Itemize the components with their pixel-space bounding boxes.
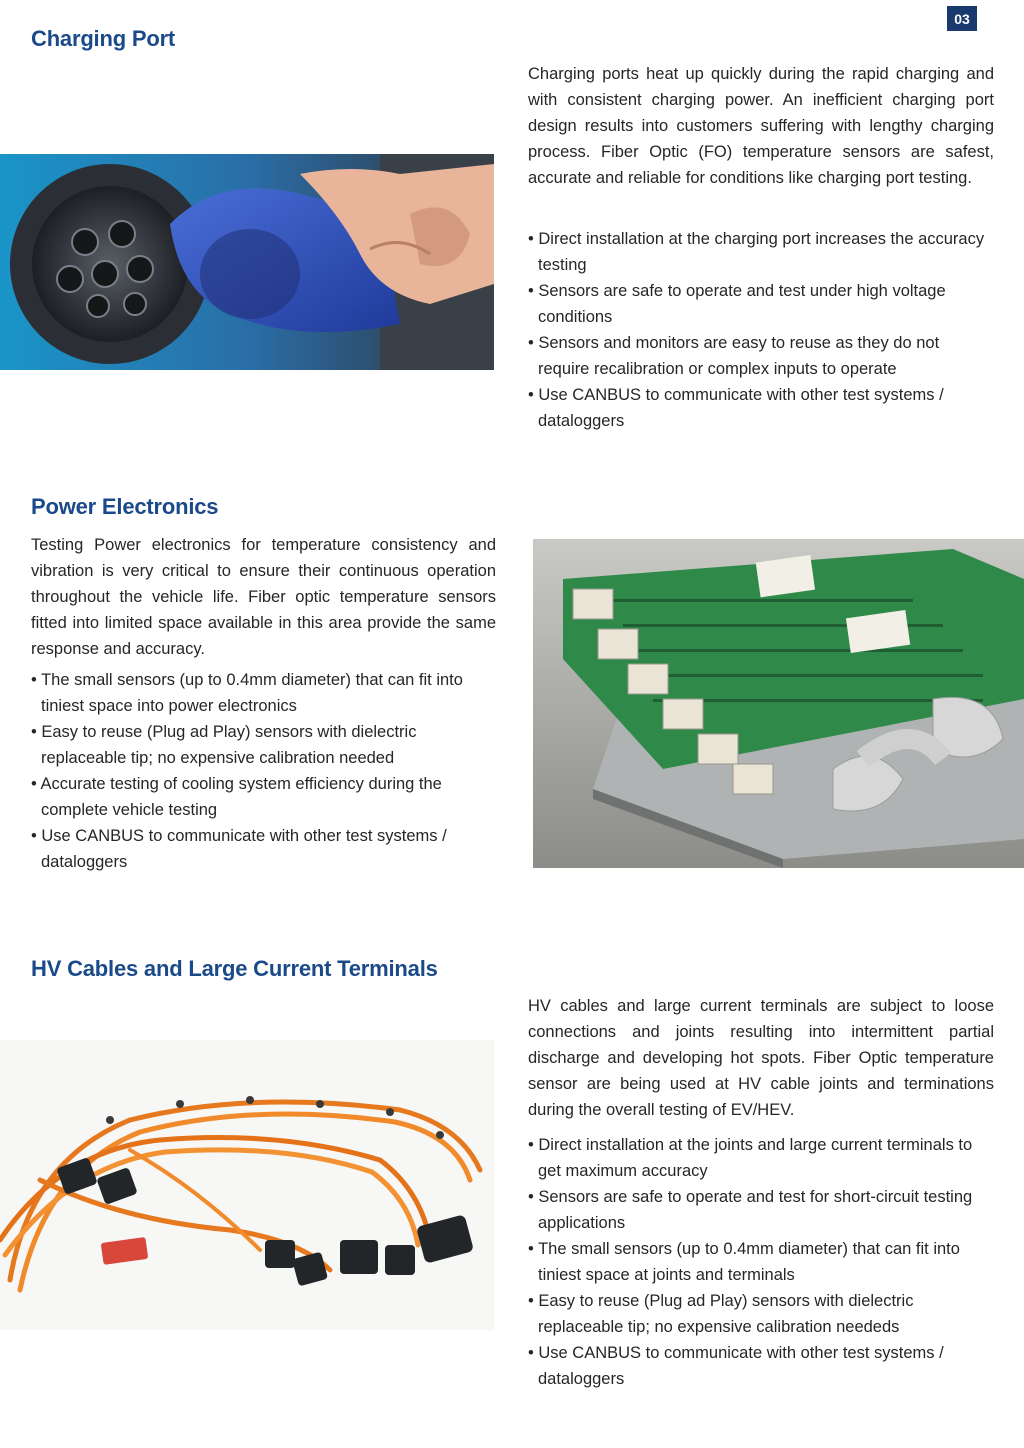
- list-item: • Use CANBUS to communicate with other test systems / dataloggers: [528, 1340, 998, 1392]
- page-number: 03: [947, 6, 977, 31]
- power-electronics-paragraph: Testing Power electronics for temperature consistency and vibration is very critical to ensure their continuous operation throughout the vehicle life. Fiber optic temperature sensors fitted into limited space available in this area provide the same response and accuracy.: [31, 536, 496, 658]
- list-item: • The small sensors (up to 0.4mm diameter) that can fit into tiniest space into power electronics: [31, 667, 501, 719]
- hv-cables-paragraph: HV cables and large current terminals are subject to loose connections and joints resulting into intermittent partial discharge and developing hot spots. Fiber Optic temperature sensor are being used at HV cable joints and terminations during the overall testing of EV/HEV.: [528, 997, 994, 1119]
- list-item: • Easy to reuse (Plug ad Play) sensors with dielectric replaceable tip; no expensive calibration needed: [31, 719, 501, 771]
- power-electronics-photo: [533, 539, 1024, 868]
- hv-cables-photo: [0, 1040, 494, 1330]
- list-item: • Sensors are safe to operate and test under high voltage conditions: [528, 278, 994, 330]
- list-item: • The small sensors (up to 0.4mm diameter) that can fit into tiniest space at joints and terminals: [528, 1236, 998, 1288]
- power-electronics-bullets: [31, 667, 501, 875]
- section-title-hv-cables: HV Cables and Large Current Terminals: [31, 956, 438, 981]
- list-item: • Easy to reuse (Plug ad Play) sensors with dielectric replaceable tip; no expensive calibration neededs: [528, 1288, 998, 1340]
- hv-cables-bullets: [528, 1132, 998, 1392]
- list-item: • Direct installation at the joints and large current terminals to get maximum accuracy: [528, 1132, 998, 1184]
- section-title-power-electronics: Power Electronics: [31, 494, 219, 519]
- list-item: • Direct installation at the charging port increases the accuracy testing: [528, 226, 994, 278]
- section-title-charging-port: Charging Port: [31, 26, 176, 51]
- list-item: • Use CANBUS to communicate with other test systems / dataloggers: [528, 382, 994, 434]
- list-item: • Sensors are safe to operate and test for short-circuit testing applications: [528, 1184, 998, 1236]
- list-item: • Sensors and monitors are easy to reuse as they do not require recalibration or complex inputs to operate: [528, 330, 994, 382]
- list-item: • Use CANBUS to communicate with other test systems / dataloggers: [31, 823, 501, 875]
- charging-port-paragraph: Charging ports heat up quickly during the rapid charging and with consistent charging power. An inefficient charging port design results into customers suffering with lengthy charging process. Fiber Optic (FO) temperature sensors are safest, accurate and reliable for conditions like charging port testing.: [528, 65, 994, 187]
- charging-port-bullets: [528, 226, 994, 434]
- charging-port-photo: [0, 154, 494, 370]
- list-item: • Accurate testing of cooling system efficiency during the complete vehicle testing: [31, 771, 501, 823]
